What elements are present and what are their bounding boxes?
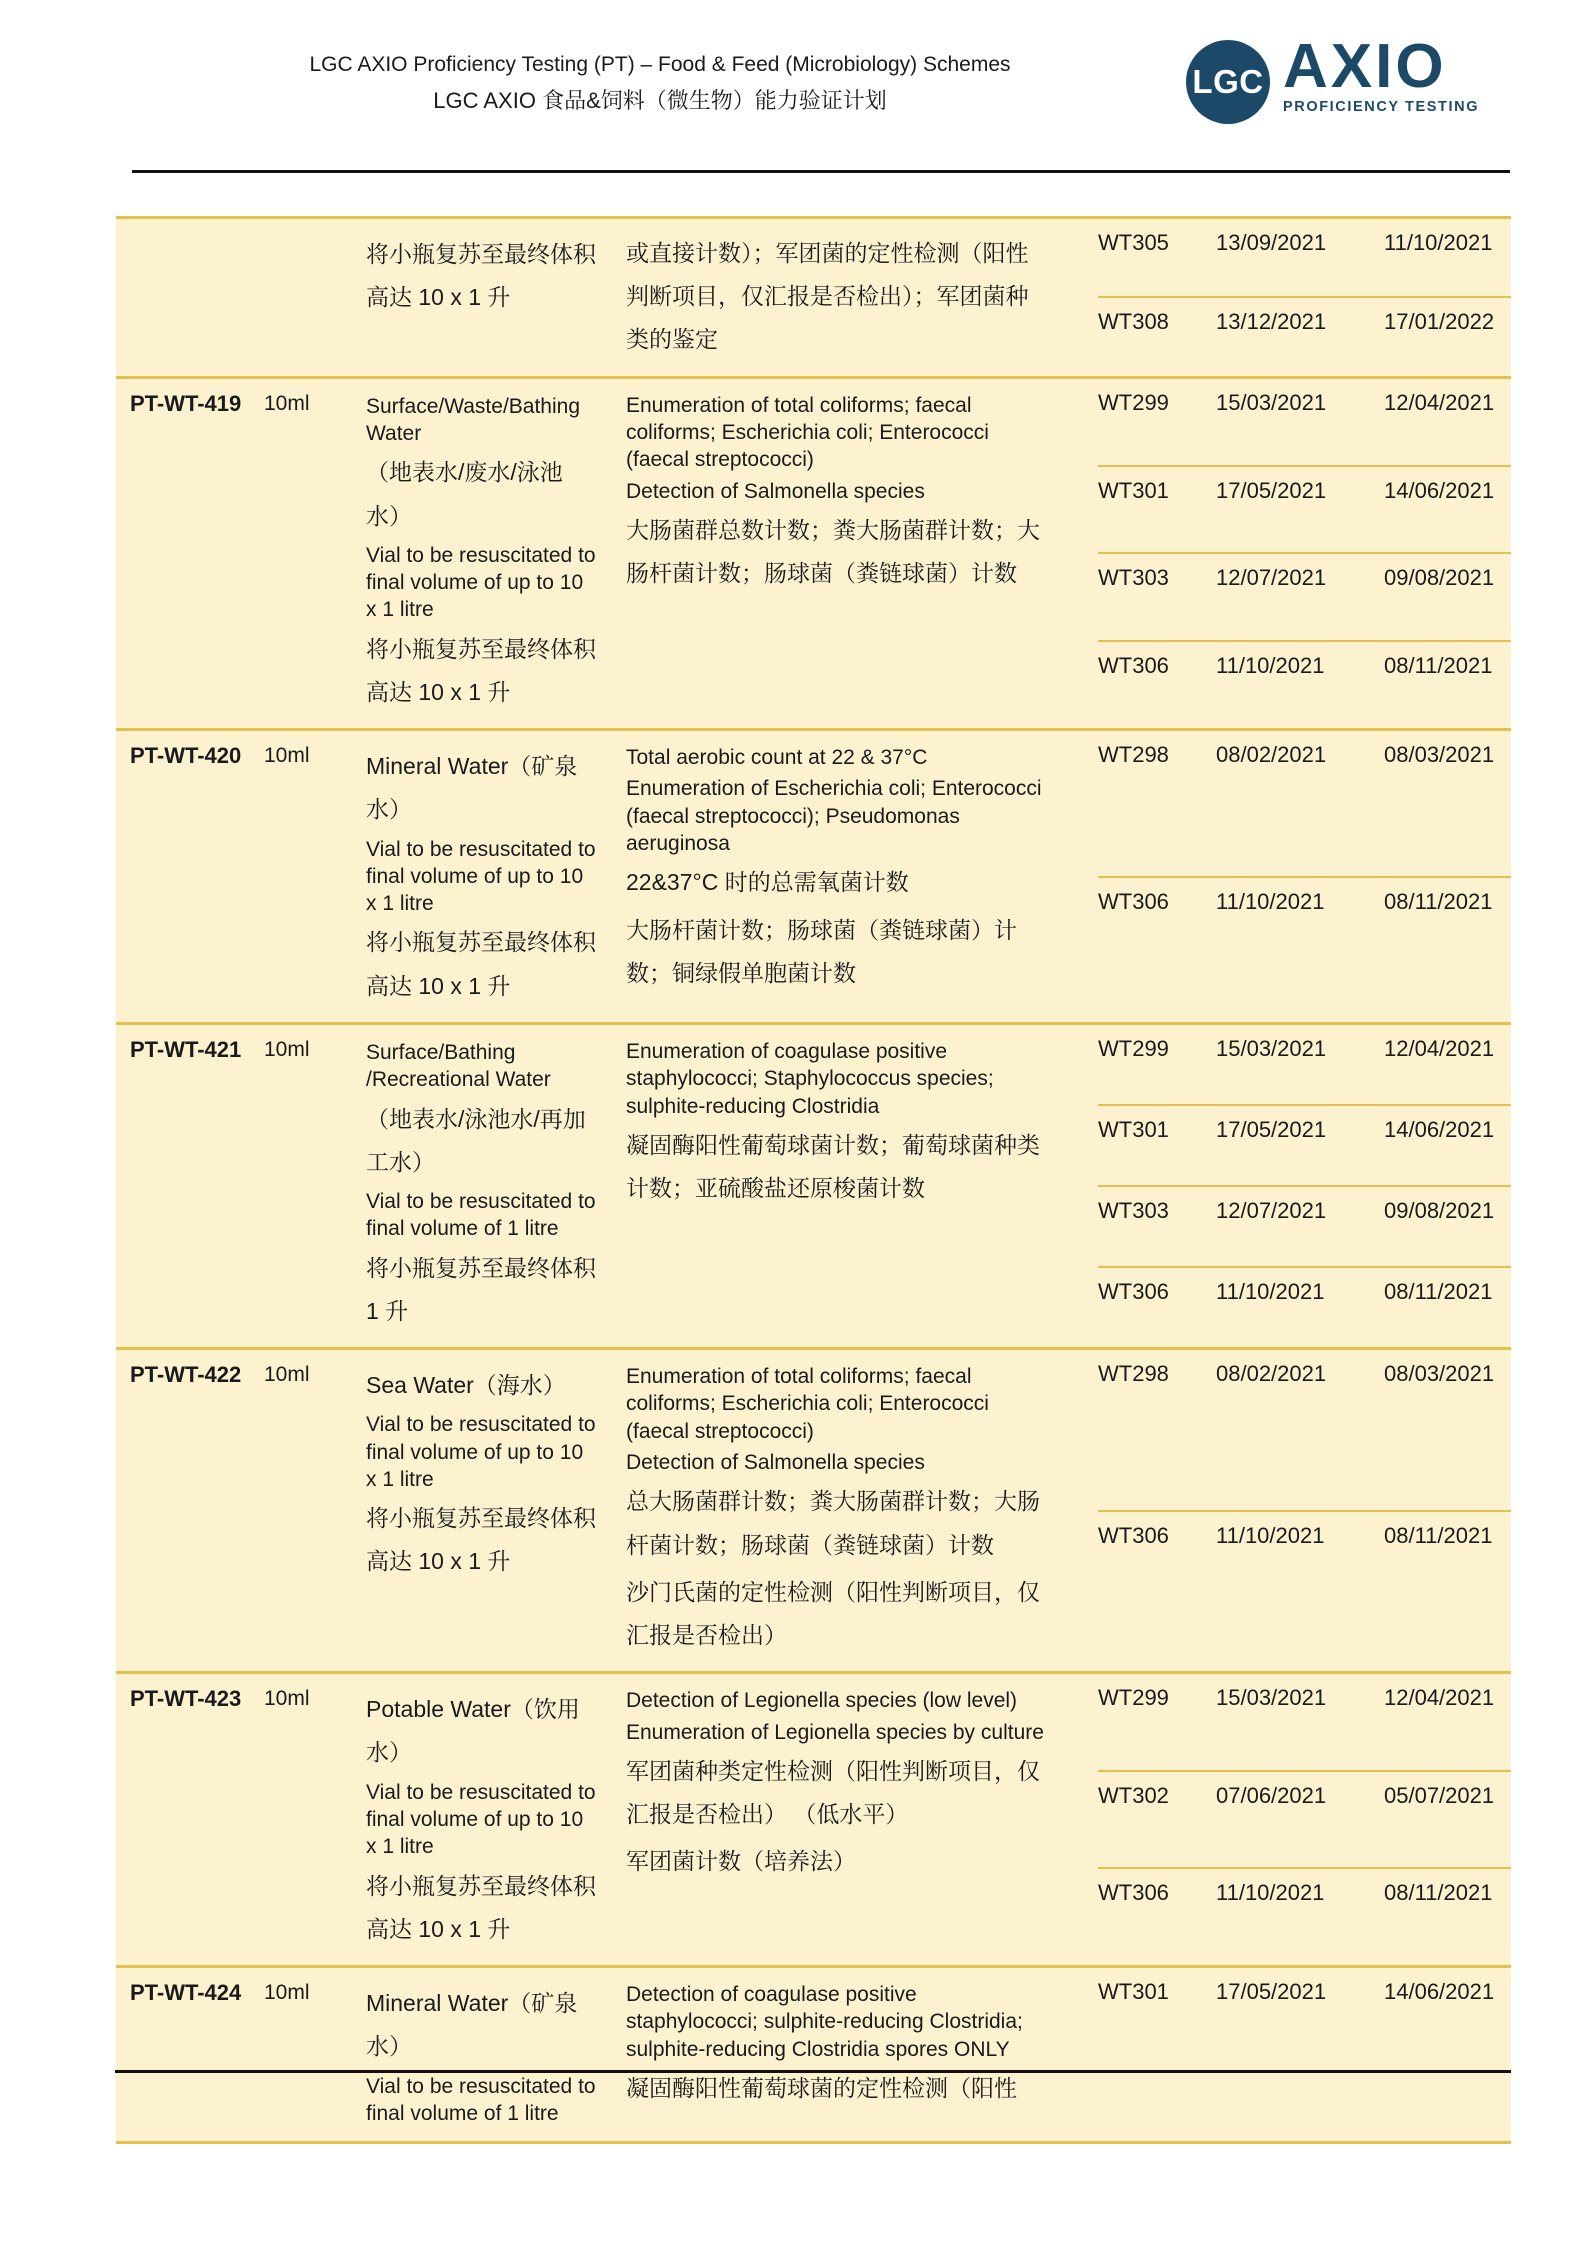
cell-text-line: Vial to be resuscitated to final volume of 1 litre <box>366 2074 596 2125</box>
round-code: WT305 <box>1098 230 1169 255</box>
axio-wordmark: AXIO <box>1283 32 1447 101</box>
round-subrow <box>1098 1968 1511 2141</box>
results-date: 12/04/2021 <box>1384 1035 1495 1061</box>
results-date: 05/07/2021 <box>1384 1782 1495 1808</box>
sample-dispatch-date: 11/10/2021 <box>1216 653 1325 679</box>
cell-text-line: Mineral Water（矿泉水） <box>366 1990 578 2060</box>
scheme-code: PT-WT-423 <box>130 1686 242 1712</box>
round-subrow <box>1098 1025 1511 1104</box>
cell-text-line: Surface/Waste/Bathing Water <box>366 394 580 445</box>
sample-dispatch-date: 08/02/2021 <box>1216 1361 1327 1387</box>
results-date: 14/06/2021 <box>1384 1116 1495 1142</box>
footer-divider-line <box>115 2070 1511 2073</box>
cell-text-line: 沙门氏菌的定性检测（阳性判断项目，仅汇报是否检出） <box>626 1578 1040 1648</box>
cell-text-line: （地表水/泳池水/再加工水） <box>366 1105 586 1175</box>
cell-text-line: 将小瓶复苏至最终体积高达 10 x 1 升 <box>366 1505 596 1575</box>
round-subrow <box>1098 1350 1511 1510</box>
round-code: WT306 <box>1098 1880 1169 1906</box>
round-code: WT306 <box>1098 653 1169 679</box>
results-date: 08/11/2021 <box>1384 888 1493 914</box>
round-subrow <box>1098 219 1511 296</box>
lgc-circle-icon <box>1186 40 1270 124</box>
results-date: 11/10/2021 <box>1384 230 1493 255</box>
cell-text-line: Enumeration of total coliforms; faecal coliforms; Escherichia coli; Enterococci (faecal streptococci) <box>626 1365 989 1443</box>
round-code: WT306 <box>1098 888 1169 914</box>
sample-volume: 10ml <box>264 744 310 768</box>
tests-description-cell <box>604 379 1056 728</box>
cell-text-line: Total aerobic count at 22 & 37°C <box>626 746 928 770</box>
logo-wordmark <box>1283 32 1480 115</box>
sample-dispatch-date: 11/10/2021 <box>1216 1522 1325 1548</box>
round-subrow <box>1098 1674 1511 1770</box>
sample-dispatch-date: 13/12/2021 <box>1216 309 1327 335</box>
table-row <box>116 1347 1511 1671</box>
sample-description-cell <box>356 1968 604 2141</box>
round-code: WT301 <box>1098 477 1169 503</box>
lgc-axio-logo <box>1186 32 1480 124</box>
sample-volume: 10ml <box>264 391 310 415</box>
cell-text-line: 大肠杆菌计数；肠球菌（粪链球菌）计数；铜绿假单胞菌计数 <box>626 916 1017 986</box>
sample-dispatch-date: 12/07/2021 <box>1216 565 1327 591</box>
cell-text-line: 总大肠菌群计数；粪大肠菌群计数；大肠杆菌计数；肠球菌（粪链球菌）计数 <box>626 1488 1040 1558</box>
rounds-cell <box>1056 219 1511 376</box>
sample-volume: 10ml <box>264 1037 310 1061</box>
cell-text-line: 大肠菌群总数计数；粪大肠菌群计数；大肠杆菌计数；肠球菌（粪链球菌）计数 <box>626 516 1040 587</box>
cell-text-line: 凝固酶阳性葡萄球菌的定性检测（阳性 <box>626 2074 1017 2101</box>
sample-dispatch-date: 15/03/2021 <box>1216 1035 1327 1061</box>
round-subrow <box>1098 1266 1511 1347</box>
scheme-code <box>116 219 264 376</box>
cell-text-line: Vial to be resuscitated to final volume of up to 10 x 1 litre <box>366 837 596 916</box>
sample-dispatch-date: 11/10/2021 <box>1216 1880 1325 1906</box>
cell-text-line: Vial to be resuscitated to final volume of 1 litre <box>366 1190 596 1241</box>
cell-text-line: Enumeration of Legionella species by culture <box>626 1720 1044 1744</box>
cell-text-line: Detection of Legionella species (low level) <box>626 1689 1018 1713</box>
scheme-code: PT-WT-419 <box>130 390 242 416</box>
cell-text-line: 22&37°C 时的总需氧菌计数 <box>626 869 909 896</box>
round-code: WT298 <box>1098 742 1169 768</box>
rounds-cell <box>1056 1025 1511 1347</box>
round-subrow <box>1098 1770 1511 1868</box>
results-date: 09/08/2021 <box>1384 565 1495 591</box>
sample-dispatch-date: 11/10/2021 <box>1216 888 1325 914</box>
sample-dispatch-date: 15/03/2021 <box>1216 1685 1327 1711</box>
sample-dispatch-date: 07/06/2021 <box>1216 1782 1327 1808</box>
sample-volume: 10ml <box>264 1981 310 2005</box>
sample-dispatch-date: 12/07/2021 <box>1216 1198 1327 1224</box>
round-code: WT298 <box>1098 1361 1169 1387</box>
cell-text-line: Enumeration of Escherichia coli; Enterococci (faecal streptococci); Pseudomonas aeruginosa <box>626 777 1042 856</box>
tests-description-cell <box>604 1350 1056 1671</box>
cell-text-line: Detection of Salmonella species <box>626 479 925 503</box>
table-row <box>116 1022 1511 1347</box>
sample-volume: 10ml <box>264 1363 310 1387</box>
tests-description-cell <box>604 1025 1056 1347</box>
sample-dispatch-date: 15/03/2021 <box>1216 389 1327 415</box>
schemes-table-body <box>116 216 1511 2144</box>
cell-text-line: Vial to be resuscitated to final volume of up to 10 x 1 litre <box>366 543 596 622</box>
results-date: 08/03/2021 <box>1384 742 1495 768</box>
round-code: WT303 <box>1098 1198 1169 1224</box>
rounds-cell <box>1056 1674 1511 1965</box>
results-date: 14/06/2021 <box>1384 1979 1495 2005</box>
cell-text-line: 将小瓶复苏至最终体积 1 升 <box>366 1254 596 1324</box>
sample-dispatch-date: 13/09/2021 <box>1216 230 1327 255</box>
cell-text-line: 凝固酶阳性葡萄球菌计数；葡萄球菌种类计数；亚硫酸盐还原梭菌计数 <box>626 1131 1040 1202</box>
cell-text-line: Potable Water（饮用水） <box>366 1696 580 1766</box>
round-subrow <box>1098 379 1511 465</box>
results-date: 08/11/2021 <box>1384 1279 1493 1305</box>
header-title-english: LGC AXIO Proficiency Testing (PT) – Food & Feed (Microbiology) Schemes <box>309 53 1011 76</box>
results-date: 17/01/2022 <box>1384 309 1495 335</box>
results-date: 08/03/2021 <box>1384 1361 1495 1387</box>
round-code: WT299 <box>1098 1685 1169 1711</box>
cell-text-line: Detection of Salmonella species <box>626 1450 925 1474</box>
round-code: WT303 <box>1098 565 1169 591</box>
scheme-code: PT-WT-420 <box>130 743 242 769</box>
cell-text-line: 将小瓶复苏至最终体积高达 10 x 1 升 <box>366 929 596 999</box>
cell-text-line: 将小瓶复苏至最终体积高达 10 x 1 升 <box>366 1872 596 1942</box>
cell-text-line: Mineral Water（矿泉水） <box>366 753 578 823</box>
round-subrow <box>1098 1867 1511 1965</box>
results-date: 08/11/2021 <box>1384 1522 1493 1548</box>
round-code: WT308 <box>1098 309 1169 335</box>
tests-description-cell <box>604 1968 1056 2141</box>
sample-dispatch-date: 17/05/2021 <box>1216 1979 1327 2005</box>
scheme-code: PT-WT-422 <box>130 1362 242 1388</box>
page-header <box>130 50 1190 117</box>
tests-description-cell <box>604 731 1056 1022</box>
sample-description-cell <box>356 1025 604 1347</box>
round-subrow <box>1098 731 1511 875</box>
sample-dispatch-date: 11/10/2021 <box>1216 1279 1325 1305</box>
round-code: WT301 <box>1098 1979 1169 2005</box>
round-code: WT302 <box>1098 1782 1169 1808</box>
cell-text-line: Surface/Bathing /Recreational Water <box>366 1040 551 1092</box>
sample-volume <box>264 219 356 376</box>
cell-text-line: 将小瓶复苏至最终体积高达 10 x 1 升 <box>366 635 596 705</box>
cell-text-line: 军团菌种类定性检测（阳性判断项目，仅汇报是否检出） （低水平） <box>626 1757 1040 1828</box>
table-row <box>116 1671 1511 1965</box>
results-date: 09/08/2021 <box>1384 1198 1495 1224</box>
round-code: WT306 <box>1098 1279 1169 1305</box>
round-code: WT306 <box>1098 1522 1169 1548</box>
results-date: 12/04/2021 <box>1384 389 1495 415</box>
round-subrow <box>1098 876 1511 1022</box>
table-row <box>116 1965 1511 2141</box>
header-divider-line <box>132 170 1510 173</box>
scheme-code: PT-WT-424 <box>130 1980 242 2006</box>
cell-text-line: 将小瓶复苏至最终体积高达 10 x 1 升 <box>366 241 596 311</box>
round-subrow <box>1098 296 1511 375</box>
cell-text-line: Enumeration of total coliforms; faecal coliforms; Escherichia coli; Enterococci (faecal streptococci) <box>626 393 989 472</box>
cell-text-line: （地表水/废水/泳池水） <box>366 459 563 529</box>
rounds-cell <box>1056 1968 1511 2141</box>
round-subrow <box>1098 465 1511 553</box>
results-date: 14/06/2021 <box>1384 477 1495 503</box>
cell-text-line: Vial to be resuscitated to final volume of up to 10 x 1 litre <box>366 1780 596 1859</box>
cell-text-line: Vial to be resuscitated to final volume of up to 10 x 1 litre <box>366 1413 596 1491</box>
round-code: WT301 <box>1098 1116 1169 1142</box>
round-subrow <box>1098 1104 1511 1185</box>
sample-description-cell <box>356 219 604 376</box>
round-code: WT299 <box>1098 1035 1169 1061</box>
round-subrow <box>1098 1185 1511 1266</box>
cell-text-line: Enumeration of coagulase positive staphylococci; Staphylococcus species; sulphite-reducing Clostridia <box>626 1039 994 1118</box>
sample-description-cell <box>356 1350 604 1671</box>
results-date: 08/11/2021 <box>1384 1880 1493 1906</box>
rounds-cell <box>1056 1350 1511 1671</box>
round-subrow <box>1098 640 1511 728</box>
sample-dispatch-date: 17/05/2021 <box>1216 477 1327 503</box>
table-row <box>116 376 1511 728</box>
tests-description-cell <box>604 219 1056 376</box>
sample-description-cell <box>356 379 604 728</box>
results-date: 08/11/2021 <box>1384 653 1493 679</box>
sample-volume: 10ml <box>264 1687 310 1711</box>
cell-text-line: 军团菌计数（培养法） <box>626 1848 856 1875</box>
sample-description-cell <box>356 731 604 1022</box>
round-code: WT299 <box>1098 389 1169 415</box>
sample-dispatch-date: 08/02/2021 <box>1216 742 1327 768</box>
lgc-circle-text: LGC <box>1192 63 1264 100</box>
rounds-cell <box>1056 731 1511 1022</box>
round-subrow <box>1098 1510 1511 1672</box>
cell-text-line: Sea Water（海水） <box>366 1372 566 1399</box>
cell-text-line: Detection of coagulase positive staphylococci; sulphite-reducing Clostridia; sulphite-reducing Clostridia spores ONLY <box>626 1983 1023 2061</box>
table-row <box>116 219 1511 376</box>
logo-tagline: PROFICIENCY TESTING <box>1283 99 1480 115</box>
rounds-cell <box>1056 379 1511 728</box>
scheme-code: PT-WT-421 <box>130 1036 242 1062</box>
cell-text-line: 或直接计数）；军团菌的定性检测（阳性判断项目，仅汇报是否检出）；军团菌种类的鉴定 <box>626 240 1029 353</box>
round-subrow <box>1098 552 1511 640</box>
sample-dispatch-date: 17/05/2021 <box>1216 1116 1327 1142</box>
table-row <box>116 728 1511 1022</box>
tests-description-cell <box>604 1674 1056 1965</box>
header-title-chinese: LGC AXIO 食品&饲料（微生物）能力验证计划 <box>433 88 887 114</box>
results-date: 12/04/2021 <box>1384 1685 1495 1711</box>
sample-description-cell <box>356 1674 604 1965</box>
